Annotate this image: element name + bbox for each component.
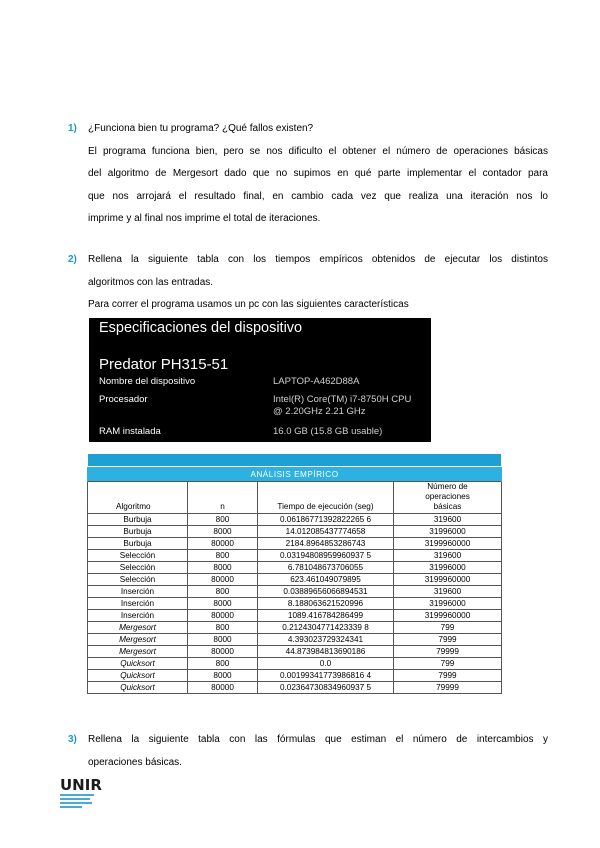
cell-operations: 319600 [394, 514, 502, 526]
cell-time: 0.2124304771423339 8 [258, 622, 394, 634]
table-body [88, 514, 502, 694]
cell-operations: 3199960000 [394, 538, 502, 550]
cell-time: 0.03194808959960937 5 [258, 550, 394, 562]
cell-operations: 31996000 [394, 526, 502, 538]
spec-label: RAM instalada [99, 426, 161, 437]
specs-title: Especificaciones del dispositivo [99, 320, 303, 336]
empirical-analysis-table [87, 453, 501, 694]
university-logo [60, 778, 124, 822]
cell-n: 80000 [188, 574, 258, 586]
cell-algorithm: Burbuja [88, 514, 188, 526]
table-row [88, 682, 502, 694]
cell-operations: 319600 [394, 586, 502, 598]
cell-time: 0.02364730834960937 5 [258, 682, 394, 694]
cell-n: 80000 [188, 610, 258, 622]
table-row [88, 538, 502, 550]
column-header-time: Tiempo de ejecución (seg) [258, 482, 394, 514]
spec-value: 16.0 GB (15.8 GB usable) [273, 426, 383, 437]
cell-time: 0.03889656066894531 [258, 586, 394, 598]
table-row [88, 634, 502, 646]
spec-label: Procesador [99, 394, 148, 405]
cell-time: 44.873984813690186 [258, 646, 394, 658]
cell-n: 8000 [188, 670, 258, 682]
cell-n: 800 [188, 586, 258, 598]
cell-algorithm: Quicksort [88, 682, 188, 694]
cell-time: 2184.8964853286743 [258, 538, 394, 550]
question-text: Rellena la siguiente tabla con las fórmulas que estiman el número de intercambios y [88, 734, 548, 745]
table-row [88, 526, 502, 538]
cell-n: 8000 [188, 562, 258, 574]
answer-line: imprime y al final nos imprime el total de iteraciones. [88, 213, 321, 224]
cell-algorithm: Selección [88, 550, 188, 562]
table-row [88, 550, 502, 562]
cell-time: 623.461049079895 [258, 574, 394, 586]
cell-operations: 3199960000 [394, 610, 502, 622]
cell-algorithm: Inserción [88, 598, 188, 610]
table-caption: ANÁLISIS EMPÍRICO [88, 467, 502, 482]
table-row [88, 622, 502, 634]
question-3 [68, 729, 548, 774]
cell-algorithm: Mergesort [88, 634, 188, 646]
cell-n: 80000 [188, 646, 258, 658]
cell-time: 0.06186771392822265 6 [258, 514, 394, 526]
cell-algorithm: Inserción [88, 586, 188, 598]
question-number: 3) [68, 734, 77, 745]
cell-algorithm: Quicksort [88, 658, 188, 670]
spec-value-line: @ 2.20GHz 2.21 GHz [273, 406, 366, 417]
cell-time: 0.00199341773986816 4 [258, 670, 394, 682]
question-text: algoritmos con las entradas. [88, 276, 214, 288]
table-row [88, 514, 502, 526]
spec-value: LAPTOP-A462D88A [273, 376, 360, 387]
cell-algorithm: Inserción [88, 610, 188, 622]
cell-n: 80000 [188, 538, 258, 550]
column-header-operations [394, 482, 502, 514]
cell-operations: 79999 [394, 646, 502, 658]
cell-time: 1089.416784286499 [258, 610, 394, 622]
cell-time: 4.393023729324341 [258, 634, 394, 646]
cell-operations: 799 [394, 658, 502, 670]
question-number: 2) [68, 254, 77, 265]
header-line: operaciones [425, 492, 470, 501]
cell-n: 8000 [188, 526, 258, 538]
spec-value-line: Intel(R) Core(TM) i7-8750H CPU [273, 394, 412, 405]
column-header-algorithm: Algoritmo [88, 482, 188, 514]
question-number: 1) [68, 123, 77, 134]
cell-n: 8000 [188, 598, 258, 610]
cell-operations: 79999 [394, 682, 502, 694]
table-row [88, 598, 502, 610]
table-row [88, 586, 502, 598]
cell-operations: 319600 [394, 550, 502, 562]
question-2 [68, 249, 548, 317]
cell-algorithm: Mergesort [88, 622, 188, 634]
cell-algorithm: Quicksort [88, 670, 188, 682]
question-text: operaciones básicas. [88, 756, 182, 768]
header-line: básicas [433, 502, 462, 511]
cell-n: 800 [188, 658, 258, 670]
cell-n: 8000 [188, 634, 258, 646]
spec-value [273, 394, 423, 418]
cell-time: 14.012085437774658 [258, 526, 394, 538]
cell-time: 8.188063621520996 [258, 598, 394, 610]
cell-operations: 7999 [394, 670, 502, 682]
cell-operations: 7999 [394, 634, 502, 646]
column-header-n: n [188, 482, 258, 514]
question-1 [68, 118, 548, 231]
cell-time: 6.781048673706055 [258, 562, 394, 574]
question-text: ¿Funciona bien tu programa? ¿Qué fallos existen? [88, 123, 314, 134]
cell-operations: 31996000 [394, 562, 502, 574]
answer-line: del algoritmo de Mergesort dado que no supimos en qué parte implementar el contador para [88, 168, 548, 179]
cell-n: 800 [188, 550, 258, 562]
cell-operations: 3199960000 [394, 574, 502, 586]
cell-n: 800 [188, 514, 258, 526]
cell-operations: 31996000 [394, 598, 502, 610]
table-row [88, 646, 502, 658]
table-row [88, 562, 502, 574]
answer-line: que nos arrojará el resultado final, en cambio cada vez que realiza una iteración nos lo [88, 190, 548, 202]
answer-line: El programa funciona bien, pero se nos dificulto el obtener el número de operaciones básicas [88, 145, 548, 157]
logo-mark: UNIR [60, 776, 102, 794]
table-banner [88, 454, 502, 467]
cell-algorithm: Burbuja [88, 526, 188, 538]
cell-n: 800 [188, 622, 258, 634]
table-row [88, 670, 502, 682]
table-row [88, 610, 502, 622]
table-row [88, 574, 502, 586]
cell-algorithm: Selección [88, 574, 188, 586]
logo-subtitle-lines [60, 794, 124, 808]
cell-algorithm: Mergesort [88, 646, 188, 658]
cell-n: 80000 [188, 682, 258, 694]
note-text: Para correr el programa usamos un pc con las siguientes características [88, 299, 409, 310]
device-specs-panel [89, 318, 431, 442]
cell-algorithm: Burbuja [88, 538, 188, 550]
question-text: Rellena la siguiente tabla con los tiempos empíricos obtenidos de ejecutar los distintos [88, 254, 548, 265]
header-line: Número de [427, 482, 468, 491]
cell-operations: 799 [394, 622, 502, 634]
table-row [88, 658, 502, 670]
spec-label: Nombre del dispositivo [99, 376, 196, 387]
cell-time: 0.0 [258, 658, 394, 670]
device-model: Predator PH315-51 [99, 356, 229, 373]
cell-algorithm: Selección [88, 562, 188, 574]
